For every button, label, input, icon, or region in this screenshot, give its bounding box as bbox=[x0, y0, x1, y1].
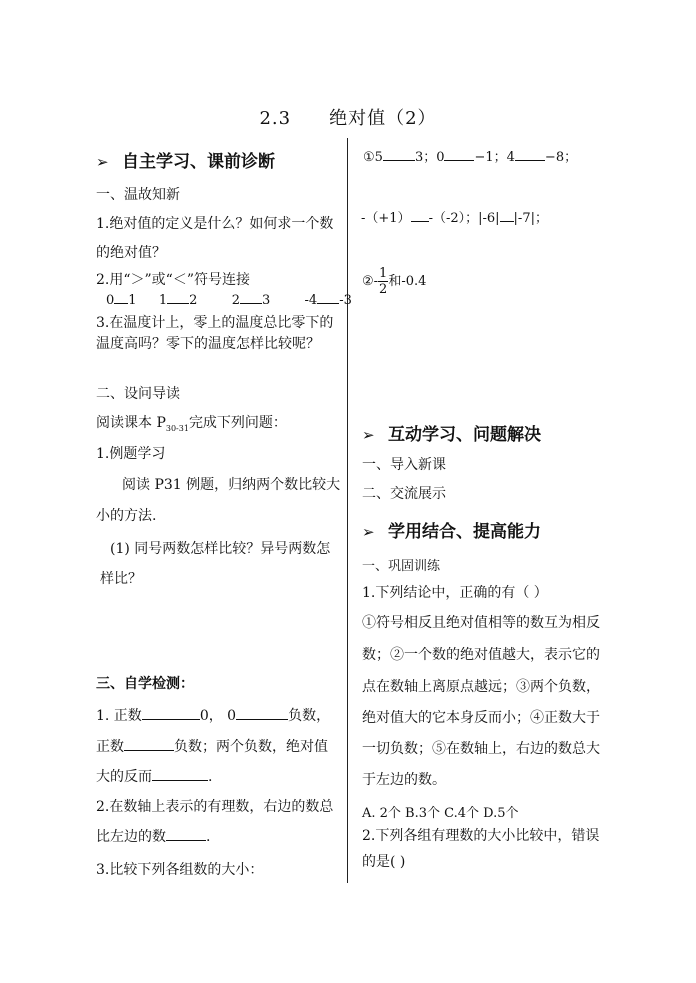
page-title bbox=[0, 104, 696, 130]
fraction bbox=[378, 266, 388, 297]
practice-q1-line: 一切负数；⑤在数轴上，右边的数总大 bbox=[362, 741, 600, 757]
text-fragment: ①5 bbox=[363, 150, 383, 165]
answer-blank[interactable] bbox=[114, 291, 128, 304]
practice-q1-line: 数；②一个数的绝对值越大，表示它的 bbox=[362, 647, 600, 663]
section-heading-text: 自主学习、课前诊断 bbox=[122, 152, 275, 172]
review-q2: 2.用“＞”或“＜”符号连接 bbox=[96, 272, 250, 288]
arrow-bullet-icon: ➢ bbox=[362, 523, 375, 541]
review-heading: 一、温故知新 bbox=[96, 187, 180, 203]
text-fragment: -（+1） bbox=[361, 211, 411, 226]
guide-read-line bbox=[96, 412, 287, 433]
compare-row bbox=[106, 291, 352, 308]
example-heading: 1.例题学习 bbox=[96, 446, 166, 462]
compare-value: 3 bbox=[261, 293, 271, 308]
fraction-numerator: 1 bbox=[379, 266, 388, 281]
practice-q1-options: A. 2个 B.3个 C.4个 D.5个 bbox=[362, 806, 519, 821]
title-text: 绝对值（2） bbox=[329, 108, 437, 129]
text-fragment: . bbox=[208, 769, 213, 785]
right-compare-row1 bbox=[363, 146, 577, 165]
read-suffix: 完成下列问题： bbox=[188, 415, 287, 431]
check-q3: 3.比较下列各组数的大小： bbox=[96, 862, 264, 878]
practice-heading: 一、巩固训练 bbox=[362, 559, 441, 574]
answer-blank[interactable] bbox=[444, 148, 474, 161]
check-q1-line1 bbox=[96, 705, 330, 725]
check-heading: 三、自学检测： bbox=[96, 676, 194, 692]
fraction-denominator: 2 bbox=[379, 282, 388, 297]
section-heading-text: 学用结合、提高能力 bbox=[388, 522, 541, 542]
arrow-bullet-icon: ➢ bbox=[96, 153, 109, 171]
text-fragment: 大的反而 bbox=[96, 769, 152, 785]
page-range: 30-31 bbox=[165, 423, 189, 433]
compare-value: -4 bbox=[304, 293, 318, 308]
section-heading-apply bbox=[362, 517, 541, 542]
text-fragment: 负数；两个负数，绝对值 bbox=[174, 739, 328, 755]
practice-q2-line1: 2.下列各组有理数的大小比较中，错误 bbox=[362, 828, 600, 844]
compare-value: 1 bbox=[158, 293, 168, 308]
practice-q1-line: 点在数轴上离原点越远；③两个负数， bbox=[362, 679, 600, 695]
text-fragment: ②- bbox=[362, 274, 379, 289]
check-q2-line2 bbox=[96, 826, 210, 846]
intro-item: 一、导入新课 bbox=[362, 457, 446, 473]
review-q3-line2: 温度高吗？零下的温度怎样比较呢？ bbox=[96, 336, 320, 352]
review-q1-line1: 1.绝对值的定义是什么？如何求一个数 bbox=[96, 216, 334, 232]
answer-blank[interactable] bbox=[166, 828, 206, 841]
section-heading-text: 互动学习、问题解决 bbox=[388, 425, 541, 445]
answer-blank[interactable] bbox=[515, 148, 545, 161]
review-q1-line2: 的绝对值？ bbox=[96, 245, 166, 261]
answer-blank[interactable] bbox=[167, 291, 189, 304]
text-fragment: 和-0.4 bbox=[388, 274, 427, 289]
text-fragment: 比左边的数 bbox=[96, 829, 166, 845]
text-fragment: -（-2）；|-6| bbox=[428, 211, 500, 226]
right-compare-row3 bbox=[362, 266, 426, 297]
text-fragment: . bbox=[206, 829, 211, 845]
example-line1: 阅读 P31 例题，归纳两个数比较大 bbox=[122, 477, 341, 493]
read-prefix: 阅读课本 P bbox=[96, 415, 166, 431]
column-divider bbox=[347, 138, 348, 883]
practice-q1-line: ①符号相反且绝对值相等的数互为相反 bbox=[362, 615, 600, 631]
text-fragment: 0， 0 bbox=[199, 708, 237, 724]
right-compare-row2 bbox=[361, 207, 548, 226]
text-fragment: 3；0 bbox=[414, 150, 445, 165]
practice-q1: 1.下列结论中，正确的有（ ） bbox=[362, 585, 548, 601]
text-fragment: 正数 bbox=[96, 739, 124, 755]
text-fragment: −8； bbox=[544, 150, 578, 165]
answer-blank[interactable] bbox=[383, 148, 415, 161]
practice-q2-line2: 的是( ) bbox=[362, 854, 406, 870]
check-q2-line1: 2.在数轴上表示的有理数，右边的数总 bbox=[96, 799, 334, 815]
text-fragment: |-7|； bbox=[513, 211, 548, 226]
answer-blank[interactable] bbox=[152, 768, 208, 781]
answer-blank[interactable] bbox=[236, 707, 288, 720]
practice-q1-line: 绝对值大的它本身反而小；④正数大于 bbox=[362, 710, 600, 726]
answer-blank[interactable] bbox=[411, 209, 429, 222]
text-fragment: −1；4 bbox=[474, 150, 515, 165]
guide-q-line2: 样比？ bbox=[100, 571, 142, 587]
compare-value: 1 bbox=[128, 293, 137, 308]
answer-blank[interactable] bbox=[124, 738, 174, 751]
compare-value: 2 bbox=[189, 293, 198, 308]
answer-blank[interactable] bbox=[500, 209, 514, 222]
example-line2: 小的方法. bbox=[96, 508, 157, 524]
check-q1-line3 bbox=[96, 766, 212, 786]
check-q1-line2 bbox=[96, 736, 328, 756]
review-q3-line1: 3.在温度计上，零上的温度总比零下的 bbox=[96, 315, 334, 331]
exchange-item: 二、交流展示 bbox=[362, 486, 446, 502]
section-number: 2.3 bbox=[259, 108, 292, 129]
section-heading-interactive bbox=[362, 420, 541, 445]
guide-heading: 二、设问导读 bbox=[96, 386, 180, 402]
answer-blank[interactable] bbox=[240, 291, 262, 304]
answer-blank[interactable] bbox=[142, 707, 200, 720]
compare-value: 2 bbox=[231, 293, 240, 308]
text-fragment: 负数， bbox=[288, 708, 331, 724]
guide-q-line1: (1) 同号两数怎样比较？异号两数怎 bbox=[110, 541, 331, 557]
compare-value: -3 bbox=[339, 293, 352, 308]
text-fragment: 1. 正数 bbox=[96, 708, 142, 724]
answer-blank[interactable] bbox=[317, 291, 339, 304]
section-heading-self-study bbox=[96, 147, 275, 172]
practice-q1-line: 于左边的数。 bbox=[362, 772, 446, 788]
arrow-bullet-icon: ➢ bbox=[362, 426, 375, 444]
compare-value: 0 bbox=[106, 293, 115, 308]
